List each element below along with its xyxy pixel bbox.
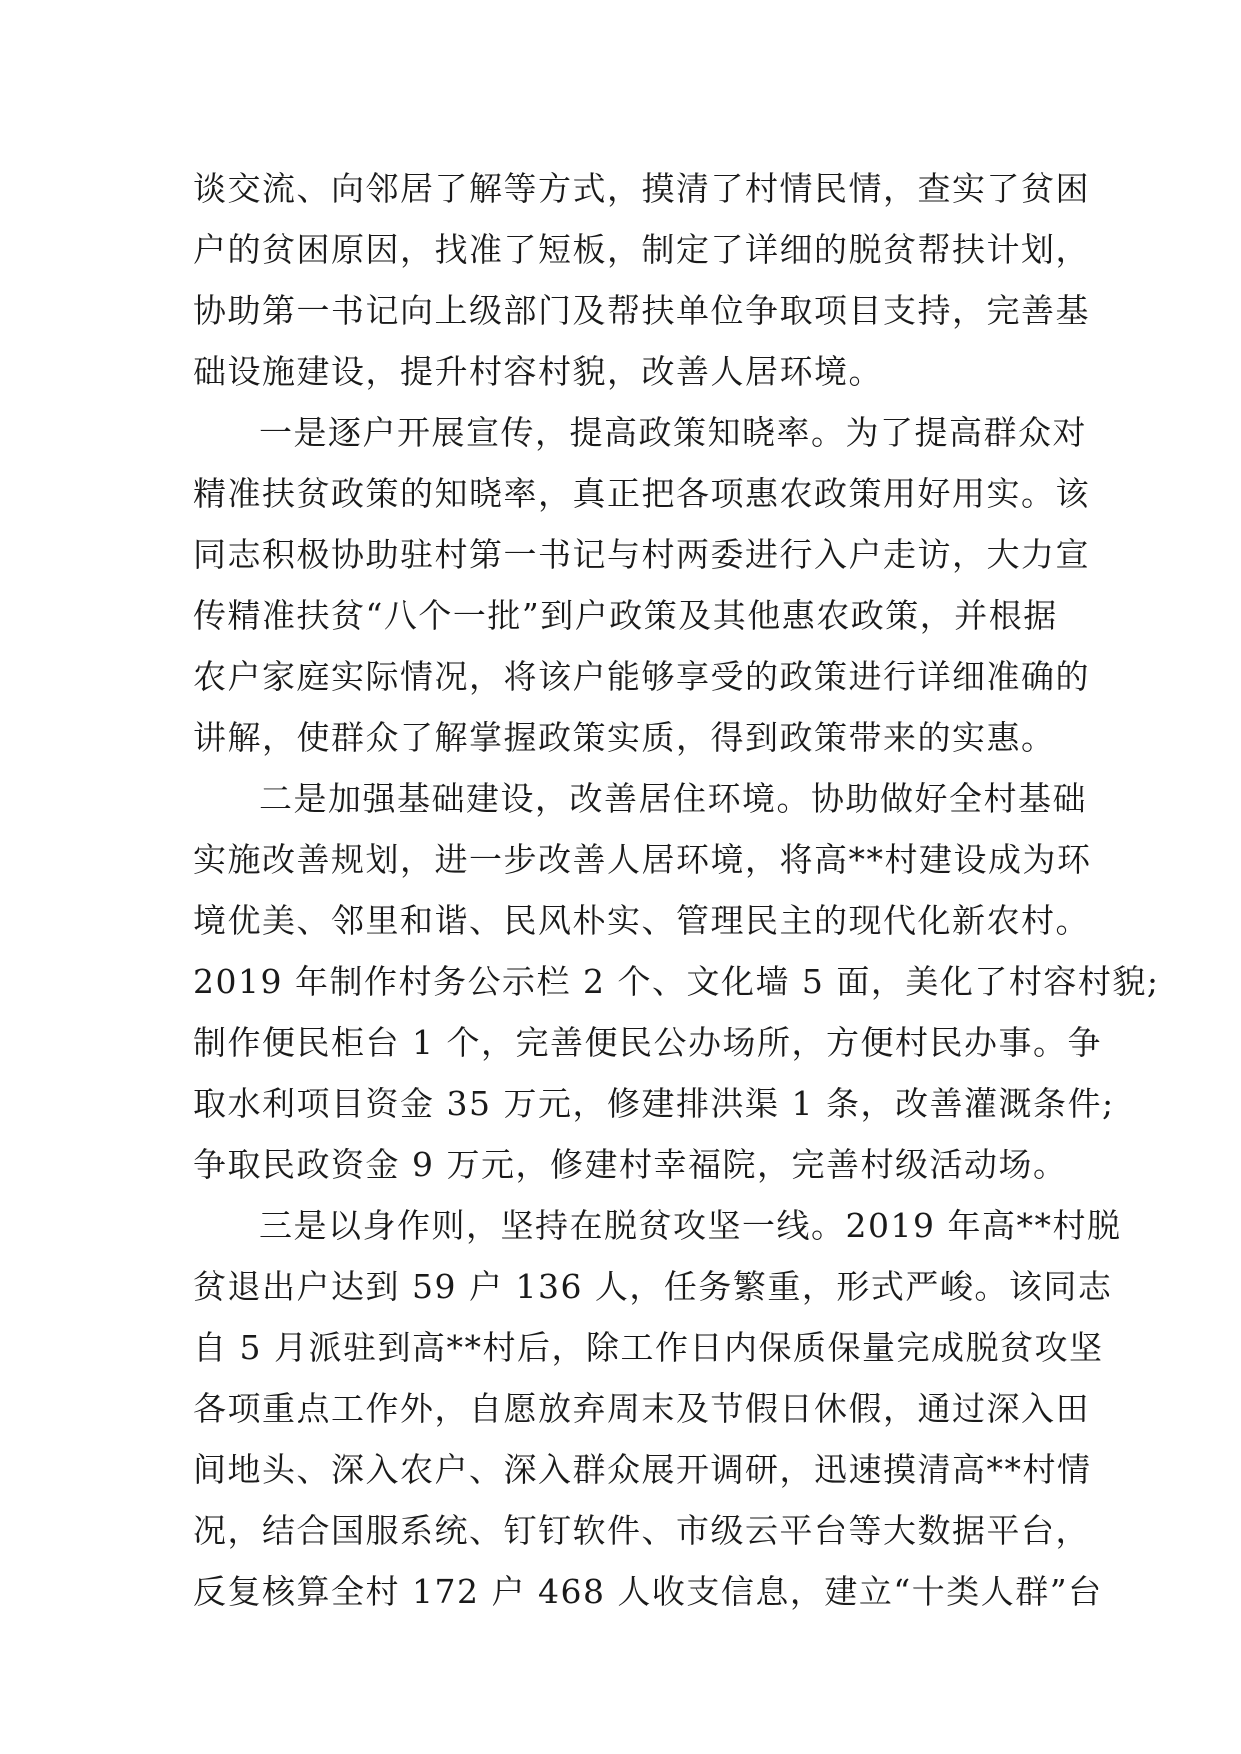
text-line: 贫退出户达到 59 户 136 人，任务繁重，形式严峻。该同志 — [193, 1267, 1113, 1306]
text-line: 协助第一书记向上级部门及帮扶单位争取项目支持，完善基 — [193, 291, 1090, 330]
text-line: 境优美、邻里和谐、民风朴实、管理民主的现代化新农村。 — [193, 901, 1090, 940]
paragraph-first-line: 一是逐户开展宣传，提高政策知晓率。为了提高群众对 — [259, 413, 1087, 452]
text-line: 各项重点工作外，自愿放弃周末及节假日休假，通过深入田 — [193, 1389, 1090, 1428]
paragraph-first-line: 二是加强基础建设，改善居住环境。协助做好全村基础 — [259, 779, 1087, 818]
text-line: 谈交流、向邻居了解等方式，摸清了村情民情，查实了贫困 — [193, 169, 1090, 208]
text-line: 实施改善规划，进一步改善人居环境，将高**村建设成为环 — [193, 840, 1092, 879]
text-line: 制作便民柜台 1 个，完善便民公办场所，方便村民办事。争 — [193, 1023, 1102, 1062]
text-line: 同志积极协助驻村第一书记与村两委进行入户走访，大力宣 — [193, 535, 1090, 574]
paragraph-first-line: 三是以身作则，坚持在脱贫攻坚一线。2019 年高**村脱 — [259, 1206, 1122, 1245]
text-line: 取水利项目资金 35 万元，修建排洪渠 1 条，改善灌溉条件; — [193, 1084, 1115, 1123]
text-line: 户的贫困原因，找准了短板，制定了详细的脱贫帮扶计划， — [193, 230, 1090, 269]
text-line: 自 5 月派驻到高**村后，除工作日内保质保量完成脱贫攻坚 — [193, 1328, 1104, 1367]
text-line: 争取民政资金 9 万元，修建村幸福院，完善村级活动场。 — [193, 1145, 1068, 1184]
text-line: 传精准扶贫“八个一批”到户政策及其他惠农政策，并根据 — [193, 596, 1058, 635]
text-line: 农户家庭实际情况，将该户能够享受的政策进行详细准确的 — [193, 657, 1090, 696]
body-text — [193, 158, 1160, 1622]
text-line: 精准扶贫政策的知晓率，真正把各项惠农政策用好用实。该 — [193, 474, 1090, 513]
text-line: 况，结合国服系统、钉钉软件、市级云平台等大数据平台， — [193, 1511, 1090, 1550]
text-line: 础设施建设，提升村容村貌，改善人居环境。 — [193, 352, 883, 391]
text-line: 2019 年制作村务公示栏 2 个、文化墙 5 面，美化了村容村貌; — [193, 962, 1160, 1001]
text-line: 间地头、深入农户、深入群众展开调研，迅速摸清高**村情 — [193, 1450, 1092, 1489]
text-line: 反复核算全村 172 户 468 人收支信息，建立“十类人群”台 — [193, 1572, 1103, 1611]
text-line: 讲解，使群众了解掌握政策实质，得到政策带来的实惠。 — [193, 718, 1056, 757]
